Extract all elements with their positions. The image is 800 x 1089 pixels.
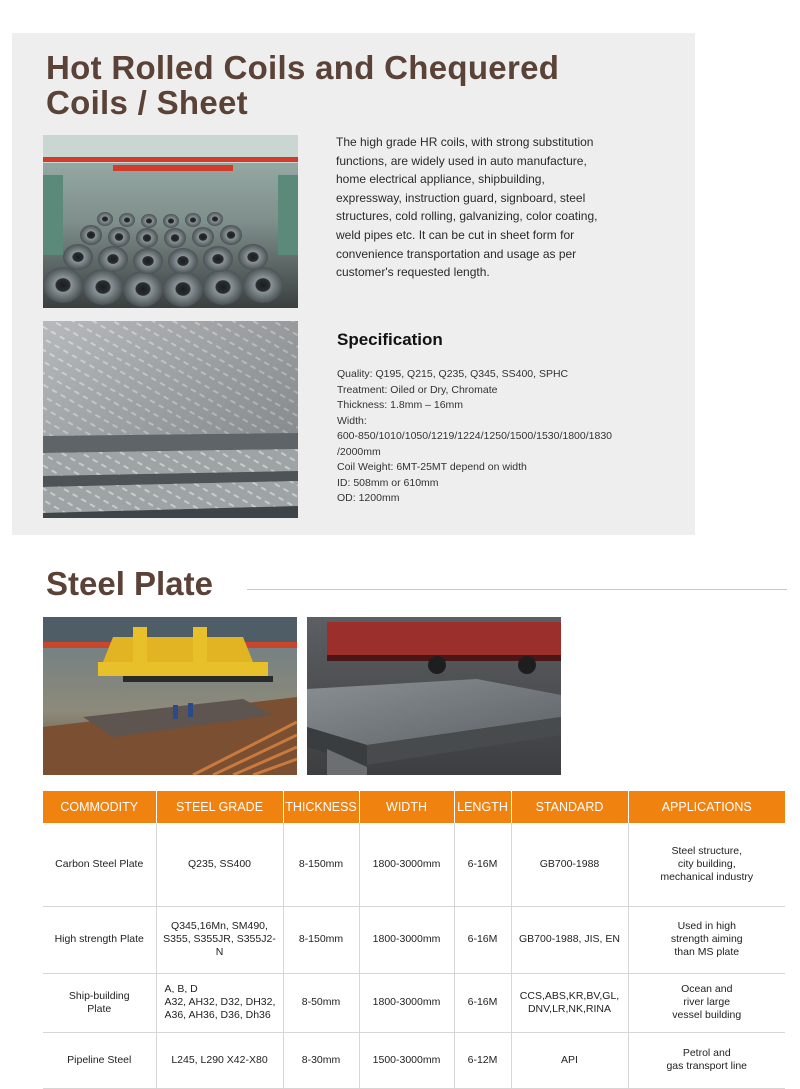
spec-quality: Quality: Q195, Q215, Q235, Q345, SS400, SPHC [337, 368, 569, 380]
spec-width-label: Width: [337, 414, 367, 427]
spec-treatment: Treatment: Oiled or Dry, Chromate [337, 383, 498, 396]
spec-inner-diameter: ID: 508mm or 610mm [337, 476, 439, 489]
steel-grade-cell: A, B, D A32, AH32, D32, DH32, A36, AH36, D36, Dh36 [156, 973, 283, 1032]
length-cell: 6-12M [454, 1032, 511, 1088]
standard-cell: GB700-1988 [511, 823, 628, 906]
commodity-cell: Ship-building Plate [43, 973, 156, 1032]
section-divider [247, 589, 787, 590]
length-cell: 6-16M [454, 973, 511, 1032]
length-cell: 6-16M [454, 906, 511, 973]
spec-thickness: Thickness: 1.8mm – 16mm [337, 399, 464, 411]
hot-rolled-coils-photo [43, 135, 298, 308]
thickness-cell: 8-150mm [283, 823, 359, 906]
spec-width-values-cont: /2000mm [337, 445, 381, 458]
commodity-cell: High strength Plate [43, 906, 156, 973]
spec-outer-diameter: OD: 1200mm [337, 492, 400, 504]
commodity-cell: Carbon Steel Plate [43, 823, 156, 906]
spec-width-values: 600-850/1010/1050/1219/1224/1250/1500/1530/1800/1830 [337, 430, 613, 442]
width-cell: 1800-3000mm [359, 823, 454, 906]
header-length: LENGTH [454, 791, 511, 823]
thickness-cell: 8-50mm [283, 973, 359, 1032]
header-standard: STANDARD [511, 791, 628, 823]
commodity-cell: Pipeline Steel [43, 1032, 156, 1088]
applications-cell: Used in high strength aiming than MS plate [628, 906, 785, 973]
applications-cell: Steel structure, city building, mechanical industry [628, 823, 785, 906]
hot-rolled-title-line1: Hot Rolled Coils and Chequered [46, 49, 560, 86]
thickness-cell: 8-30mm [283, 1032, 359, 1088]
chequered-plates-photo [43, 321, 298, 518]
width-cell: 1800-3000mm [359, 973, 454, 1032]
steel-grade-cell: Q235, SS400 [156, 823, 283, 906]
steel-grade-cell: L245, L290 X42-X80 [156, 1032, 283, 1088]
steel-grade-cell: Q345,16Mn, SM490, S355, S355JR, S355J2-N [156, 906, 283, 973]
table-row [43, 973, 785, 1032]
table-row [43, 823, 785, 906]
table-row [43, 906, 785, 973]
applications-cell: Petrol and gas transport line [628, 1032, 785, 1088]
applications-cell: Ocean and river large vessel building [628, 973, 785, 1032]
hot-rolled-title [46, 50, 559, 120]
specification-heading: Specification [337, 330, 443, 349]
standard-cell: GB700-1988, JIS, EN [511, 906, 628, 973]
steel-plate-title: Steel Plate [46, 565, 213, 602]
hot-rolled-description: The high grade HR coils, with strong substitution functions, are widely used in auto manufacture, home electrical appliance, shipbuilding, expressway, instruction guard, signboard, steel structures, cold rolling, galvanizing, color coating, weld pipes etc. It can be cut in sheet form for convenience transportation and usage as per customer's requested length. [336, 135, 598, 280]
spec-coil-weight: Coil Weight: 6MT-25MT depend on width [337, 461, 527, 473]
plate-crane-photo [43, 617, 297, 775]
table-row [43, 1032, 785, 1088]
header-commodity: COMMODITY [43, 791, 156, 823]
standard-cell: API [511, 1032, 628, 1088]
thickness-cell: 8-150mm [283, 906, 359, 973]
width-cell: 1800-3000mm [359, 906, 454, 973]
header-applications: APPLICATIONS [628, 791, 785, 823]
header-width: WIDTH [359, 791, 454, 823]
hot-rolled-title-line2: Coils / Sheet [46, 84, 248, 121]
length-cell: 6-16M [454, 823, 511, 906]
standard-cell: CCS,ABS,KR,BV,GL, DNV,LR,NK,RINA [511, 973, 628, 1032]
width-cell: 1500-3000mm [359, 1032, 454, 1088]
header-steel-grade: STEEL GRADE [156, 791, 283, 823]
table-header-row [43, 791, 785, 823]
specification-list [337, 367, 657, 507]
header-thickness: THICKNESS [283, 791, 359, 823]
thick-steel-plate-photo [307, 617, 561, 775]
steel-plate-table [43, 791, 785, 1089]
